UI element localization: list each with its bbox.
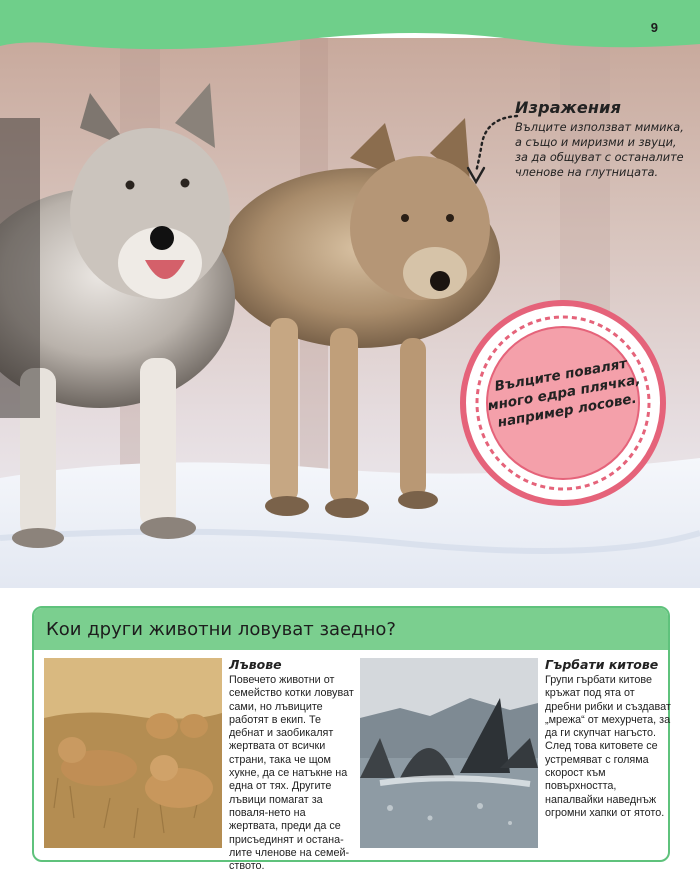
whales-text: [545, 657, 673, 820]
whales-heading: Гърбати китове: [545, 657, 659, 672]
lions-text: [229, 657, 357, 873]
panel-header: [34, 608, 668, 650]
page-number: 9: [650, 20, 658, 35]
whales-paragraph: Групи гърбати китове кръжат под ята от дребни рибки и създават „мрежа“ от мехурчета, за да ги скупчат нагъсто. След това китовете се устремяват с голяма скорост към повърхността, напалвайки наведнъж огромни хапки от ятото.: [545, 674, 671, 819]
lions-photo: [44, 658, 222, 848]
lions-paragraph: Повечето животни от семейство котки ловуват сами, но лъвиците работят в екип. Те дебнат и заобикалят жертвата от всички страни, така че щом хукне, да се натъкне на една от тях. Другите лъвици помагат за поваля-нето на жертвата, преди да се присъединят и остана-лите членове на семей-ството.: [229, 674, 354, 873]
annotation-title: Изражения: [515, 98, 622, 117]
annotation-text: Вълците използват мимика, а също и миризми и звуци, за да общуват с останалите членове на глутницата.: [515, 121, 684, 179]
stamp-text: Вълците повалят много едра плячка, например лосове.: [486, 355, 642, 431]
expressions-annotation: [511, 98, 691, 180]
top-green-band: [0, 0, 700, 70]
lions-heading: Лъвове: [229, 657, 282, 672]
whales-photo: [360, 658, 538, 848]
panel-title: Кои други животни ловуват заедно?: [46, 618, 396, 640]
